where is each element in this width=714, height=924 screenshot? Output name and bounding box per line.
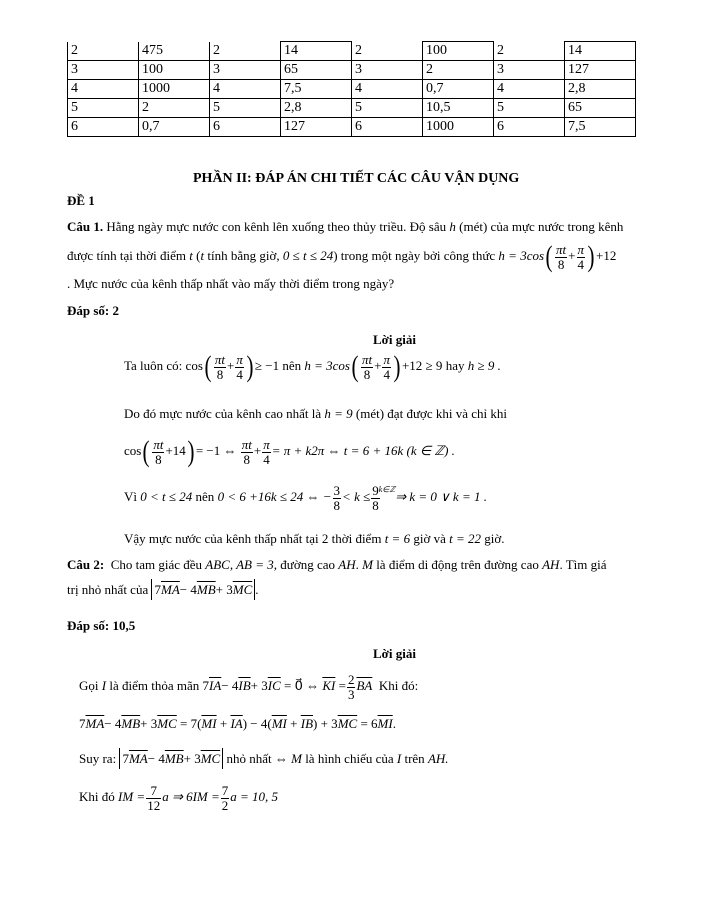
table-cell: 3 [210,61,281,80]
math-token: $\overline{MI}$ [271,716,287,731]
table-cell: 4 [352,80,423,99]
table-cell: 2 [423,61,494,80]
table-cell: 100 [423,42,494,61]
table-cell: 2 [210,42,281,61]
math-token: là điểm thỏa mãn [109,678,200,694]
math-token: Vì [124,489,137,505]
q1-sol-line4 [124,484,487,512]
math-token: Cho tam giác đều [110,557,203,572]
math-token: 0 < t ≤ 24 [140,489,193,505]
table-cell: 127 [281,118,352,137]
math-token: Ta luôn có: [124,357,183,373]
answer-table [67,41,636,137]
table-row [68,61,636,80]
math-token: $\overline{MI}$ [377,716,393,731]
table-cell: 4 [210,80,281,99]
math-token: + 3 [250,678,268,694]
math-token: + 3 [183,751,201,766]
table-cell: 1000 [423,118,494,137]
table-cell: 4 [68,80,139,99]
table-cell: 4 [494,80,565,99]
q1-text: được tính tại thời điểm [67,247,186,263]
math-token: ≥ −1 [254,357,280,373]
math-token: 4 [263,451,270,467]
math-token: 7 [202,678,209,694]
math-token: 7 [221,783,229,798]
math-token: giờ và [413,531,446,546]
math-token: 8 [372,497,379,513]
q1-answer: Đáp số: 2 [67,303,120,318]
math-token: nhỏ nhất ⇔ [226,751,288,766]
q1-text: ( [196,247,201,263]
var-t: t [189,247,193,263]
table-row [68,80,636,99]
math-token: + 3 [215,582,233,597]
math-token: 9 [372,483,379,498]
table-cell: 5 [68,99,139,118]
math-token: Tìm giá [565,557,607,572]
math-token: M [362,557,373,572]
math-token: − 4 [104,716,122,731]
table-cell: 127 [565,61,636,80]
math-token: nên [282,357,302,373]
table-row [68,99,636,118]
math-token: t = 6 [384,531,411,546]
math-token: $\overline{IA}$ [230,716,243,731]
math-token: 0 < 6 +16k ≤ 24 ⇔ − [217,489,332,505]
table-cell: 14 [281,42,352,61]
q1-text: (mét) của mực nước trong kênh [459,219,624,234]
math-token: . [355,557,359,572]
q1-text: Hằng ngày mực nước con kênh lên xuống theo thủy triều. Độ sâu [106,219,447,234]
table-cell: 2,8 [281,99,352,118]
table-cell: 3 [494,61,565,80]
math-token: IM = [118,789,146,805]
fraction [577,243,586,271]
math-token: 7 [79,716,86,731]
math-token: ) [393,350,401,383]
math-token: đường cao [280,557,335,572]
math-token: πt [153,436,164,452]
math-token: Suy ra: [79,751,117,766]
table-cell: 2 [352,42,423,61]
math-token: + [227,357,235,373]
table-cell: 0,7 [423,80,494,99]
fraction [241,438,253,466]
math-token: = 6 [360,716,378,731]
fraction [555,243,567,271]
table-cell: 3 [68,61,139,80]
table-cell: 6 [352,118,423,137]
math-token: $\overline{MC}$ [232,582,253,597]
q2-line2 [67,582,258,598]
math-token: 7 [146,784,161,799]
math-token: 3 [333,483,341,498]
q2-label: Câu 2: [67,557,105,572]
formula-rhs: +12 [596,247,617,263]
math-token: 7 [154,582,161,597]
fraction [221,784,230,812]
math-token: π [577,241,585,257]
table-cell: 1000 [139,80,210,99]
math-token: ⇒ k = 0 ∨ k = 1 . [395,489,487,505]
math-token: πt [214,351,226,367]
table-cell: 6 [210,118,281,137]
math-token: $\overline{IC}$ [267,678,281,694]
fraction [361,353,373,381]
math-token: ) + 3 [313,716,338,731]
math-token: Khi đó [79,789,115,805]
math-token: + [253,442,262,458]
q1-label: Câu 1. [67,219,104,234]
math-token: − 4 [221,678,239,694]
math-token: = 0⃗ ⇔ [283,678,320,694]
table-cell: 2 [68,42,139,61]
q1-sol-line3 [124,437,455,467]
table-cell: 65 [565,99,636,118]
math-token: + [568,247,576,263]
math-token: = −1 ⇔ [195,442,237,458]
fraction [214,353,226,381]
math-token: $\overline{MB}$ [164,751,184,766]
math-token: cos [185,357,203,373]
q2-sol-line1 [79,673,418,701]
math-token: πt [241,436,252,452]
math-token: a ⇒ 6IM = [162,789,220,805]
math-token: 4 [577,256,584,272]
math-token: 2 [347,672,355,687]
math-token: $\overline{MC}$ [157,716,177,731]
math-token: . [392,716,396,731]
math-token: hay [445,357,465,373]
math-token: Gọi [79,678,99,694]
math-token: $\overline{MA}$ [85,716,105,731]
math-token: π [263,436,270,452]
math-token: +14 [165,442,186,458]
math-token: $\overline{BA}$ [356,678,373,694]
math-token: là điểm di động trên đường cao [376,557,539,572]
math-token: ) [246,350,254,383]
q1-sol-line5 [124,531,504,547]
math-token: 3 [347,686,355,702]
math-token: AH. [427,751,449,766]
math-token: Khi đó: [378,678,419,694]
table-cell: 0,7 [139,118,210,137]
math-token: < k ≤ [342,489,371,505]
fraction [333,484,342,512]
math-token: πt [361,351,373,367]
math-token: (k ∈ ℤ) . [406,442,455,458]
math-token: $\overline{IA}$ [208,678,222,694]
q1-sol-line1 [124,352,501,382]
math-token: 12 [147,797,161,813]
q2-solution-label: Lời giải [373,646,416,661]
table-cell: 5 [494,99,565,118]
math-token: ( [204,350,212,383]
math-token: h = 3cos [304,357,350,373]
math-token: 2 [221,797,229,813]
math-token: h ≥ 9 . [467,357,501,373]
fraction [146,784,161,812]
math-token: a = 10, 5 [230,789,279,805]
math-token: 8 [557,256,565,272]
math-token: 4 [236,366,243,382]
table-cell: 10,5 [423,99,494,118]
math-token: . [559,557,563,572]
math-token: M [291,751,302,766]
math-token [151,579,255,600]
fraction [235,353,244,381]
math-token: AH [542,557,560,572]
table-cell: 5 [352,99,423,118]
math-token: $\overline{MB}$ [196,582,216,597]
math-token: (mét) đạt được khi và chỉ khi [355,406,508,421]
exam-label: ĐỀ 1 [67,193,95,208]
math-token: + 3 [140,716,158,731]
table-cell: 3 [352,61,423,80]
q2-sol-line2: $7\overline{MA}- 4\overline{MB}+ 3\overline{MC} = 7(\overline{MI} + \overline{IA}) - 4(\overline{MI} + \overline{IB}) + 3\overline{MC} = 6\overline{MI}$. [79,716,396,731]
math-token: ( [545,240,553,273]
q1-text: ) trong một ngày bởi công thức [333,247,496,263]
math-token [119,748,223,769]
math-token: πt [556,241,567,257]
math-token: Do đó mực nước của kênh cao nhất là [124,406,322,421]
math-token: = π + k2π ⇔ t = 6 + 16k [271,442,404,458]
table-row [68,42,636,61]
var-h: h [449,219,456,234]
math-token: I [101,678,107,694]
math-token: $\overline{MA}$ [128,751,148,766]
table-cell: 475 [139,42,210,61]
q2-sol-line3 [79,751,449,767]
math-token: $\overline{MI}$ [201,716,217,731]
math-token: π [236,351,243,367]
math-token: 8 [243,451,251,467]
math-token: $\overline{MA}$ [160,582,180,597]
math-token: t = 22 [449,531,481,546]
q2-answer: Đáp số: 10,5 [67,618,136,633]
math-token: I [396,751,402,766]
q1-line3: . Mực nước của kênh thấp nhất vào mấy thời điểm trong ngày? [67,276,395,291]
math-token: $\overline{IB}$ [238,678,251,694]
fraction [152,438,164,466]
var-t: t [200,247,205,263]
math-token: +12 ≥ 9 [401,357,443,373]
fraction [382,353,391,381]
table-cell: 65 [281,61,352,80]
math-token: + [374,357,382,373]
math-token: nên [195,489,215,505]
table-cell: 100 [139,61,210,80]
math-token: 8 [155,451,162,467]
table-cell: 2 [139,99,210,118]
math-token: Vậy mực nước của kênh thấp nhất tại 2 thời điểm [124,531,382,546]
table-cell: 2 [494,42,565,61]
math-token: 8 [216,366,224,382]
math-token: $\overline{MC}$ [200,751,221,766]
table-cell: 7,5 [281,80,352,99]
fraction [262,438,271,466]
math-token: $\overline{MB}$ [121,716,141,731]
range-expr: 0 ≤ t ≤ 24 [282,247,334,263]
q1-sol-line2 [124,406,507,422]
table-cell: 14 [565,42,636,61]
q1-line1 [67,219,623,235]
math-token: ( [142,435,150,468]
math-token: . [255,582,259,597]
table-row [68,118,636,137]
fraction [347,673,356,701]
math-token: − 4 [147,751,165,766]
math-token: 4 [383,366,390,382]
table-cell: 5 [210,99,281,118]
math-token: = 7( [180,716,202,731]
section-title: PHẦN II: ĐÁP ÁN CHI TIẾT CÁC CÂU VẬN DỤNG [193,171,520,186]
q1-line2 [67,242,616,272]
math-token: − 4 [179,582,197,597]
math-token: 8 [363,366,371,382]
math-token: $\overline{MC}$ [337,716,358,731]
math-token: $\overline{KI}$ [322,678,336,694]
math-token: h = 9 [324,406,353,421]
table-cell: 6 [494,118,565,137]
math-token: AH [338,557,356,572]
math-token: trên [404,751,425,766]
q2-line1 [67,557,607,573]
q1-text: tính bằng giờ, [207,247,280,263]
math-token: $\overline{IB}$ [300,716,314,731]
q1-solution-label: Lời giải [373,332,416,347]
math-token: ) − 4( [242,716,272,731]
table-cell: 6 [68,118,139,137]
math-token: là hình chiếu của [305,751,394,766]
formula-lhs: h = 3cos [498,247,545,263]
math-token: ( [351,350,359,383]
math-token: ABC, AB = 3, [205,557,278,572]
math-token: giờ. [484,531,505,546]
math-token: = [338,678,346,694]
math-token: ) [187,435,195,468]
math-token: π [383,351,390,367]
math-token: 7 [122,751,129,766]
math-token: ) [587,240,595,273]
table-cell: 2,8 [565,80,636,99]
q2-sol-line4 [79,784,278,812]
table-cell: 7,5 [565,118,636,137]
math-token: 8 [333,497,341,513]
math-token: cos [124,442,142,458]
math-token: trị nhỏ nhất của [67,582,149,597]
math-token: k∈ℤ [378,485,396,495]
